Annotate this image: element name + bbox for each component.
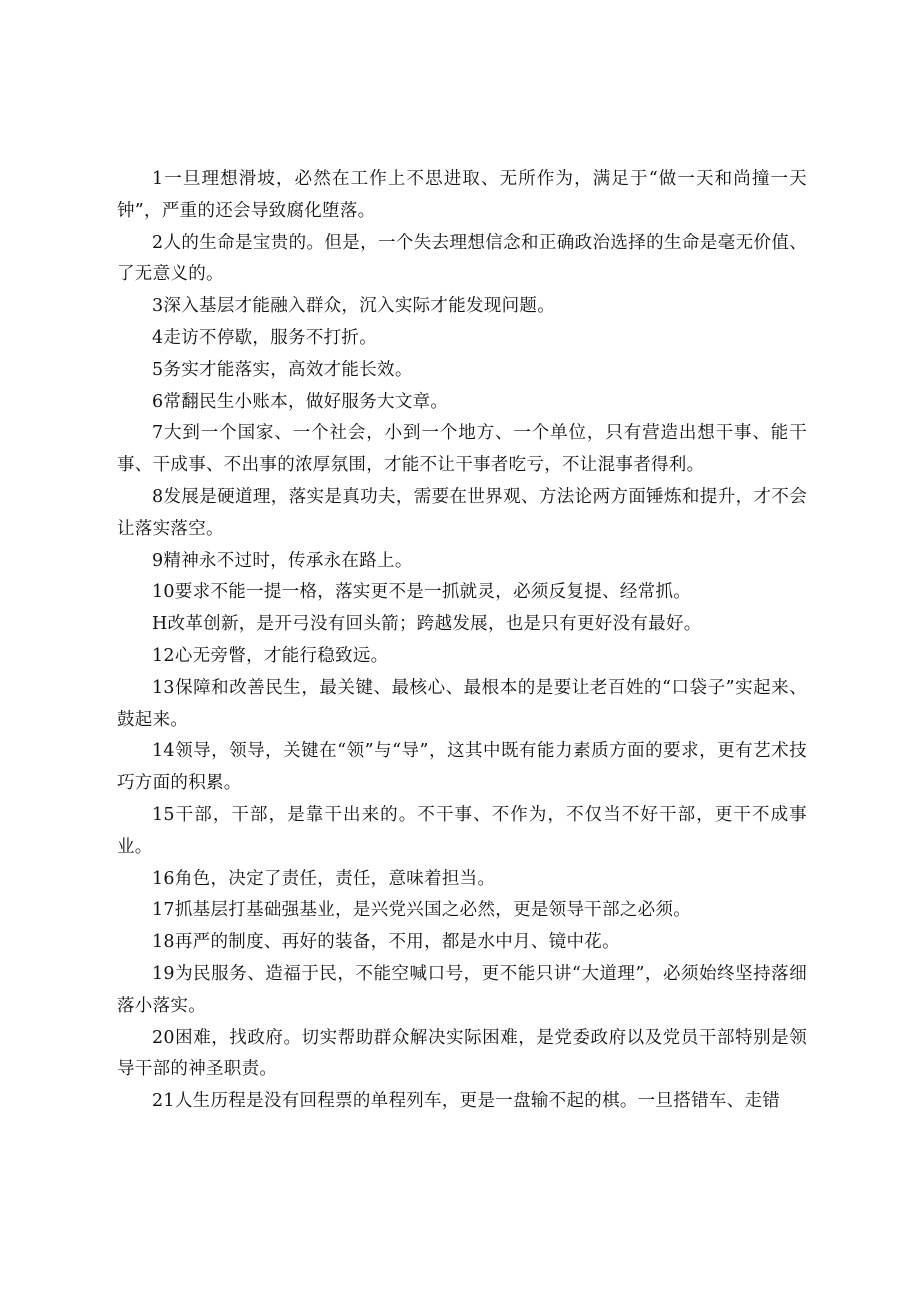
paragraph-18: 18再严的制度、再好的装备，不用，都是水中月、镜中花。	[152, 932, 620, 953]
paragraph-17: 17抓基层打基础强基业，是兴党兴国之必然，更是领导干部之必须。	[152, 900, 692, 921]
paragraph-13: 13保障和改善民生，最关键、最核心、最根本的是要让老百姓的“口袋子”实起来、鼓起来。	[117, 677, 807, 730]
paragraph-21: 21人生历程是没有回程票的单程列车，更是一盘输不起的棋。一旦搭错车、走错	[152, 1091, 781, 1112]
paragraph-8: 8发展是硬道理，落实是真功夫，需要在世界观、方法论两方面锤炼和提升，才不会让落实落空。	[117, 486, 807, 539]
paragraph-9: 9精神永不过时，传承永在路上。	[152, 550, 413, 571]
paragraph-14: 14领导，领导，关键在“领”与“导”，这其中既有能力素质方面的要求，更有艺术技巧方面的积累。	[117, 741, 807, 794]
paragraph-16: 16角色，决定了责任，责任，意味着担当。	[152, 868, 496, 889]
paragraph-12: 12心无旁瞥，才能行稳致远。	[152, 645, 389, 666]
paragraph-3: 3深入基层才能融入群众，沉入实际才能发现问题。	[152, 296, 556, 317]
paragraph-7: 7大到一个国家、一个社会，小到一个地方、一个单位，只有营造出想干事、能干事、干成事、不出事的浓厚氛围，才能不让干事者吃亏，不让混事者得利。	[117, 423, 807, 476]
paragraph-10: 10要求不能一提一格，落实更不是一抓就灵，必须反复提、经常抓。	[152, 582, 692, 603]
paragraph-5: 5务实才能落实，高效才能长效。	[152, 359, 413, 380]
paragraph-1: 1一旦理想滑坡，必然在工作上不思进取、无所作为，满足于“做一天和尚撞一天钟”，严重的还会导致腐化堕落。	[117, 169, 807, 221]
paragraph-11: H改革创新，是开弓没有回头箭；跨越发展，也是只有更好没有最好。	[152, 614, 702, 635]
paragraph-6: 6常翻民生小账本，做好服务大文章。	[152, 391, 449, 412]
paragraph-4: 4走访不停歇，服务不打折。	[152, 327, 378, 348]
paragraph-19: 19为民服务、造福于民，不能空喊口号，更不能只讲“大道理”，必须始终坚持落细落小落实。	[117, 963, 807, 1016]
paragraph-15: 15干部，干部，是靠干出来的。不干事、不作为，不仅当不好干部，更干不成事业。	[117, 804, 807, 857]
paragraph-20: 20困难，找政府。切实帮助群众解决实际困难，是党委政府以及党员干部特别是领导干部的神圣职责。	[117, 1027, 807, 1080]
paragraph-2: 2人的生命是宝贵的。但是，一个失去理想信念和正确政治选择的生命是毫无价值、了无意义的。	[117, 232, 807, 285]
document-body	[117, 164, 807, 1118]
